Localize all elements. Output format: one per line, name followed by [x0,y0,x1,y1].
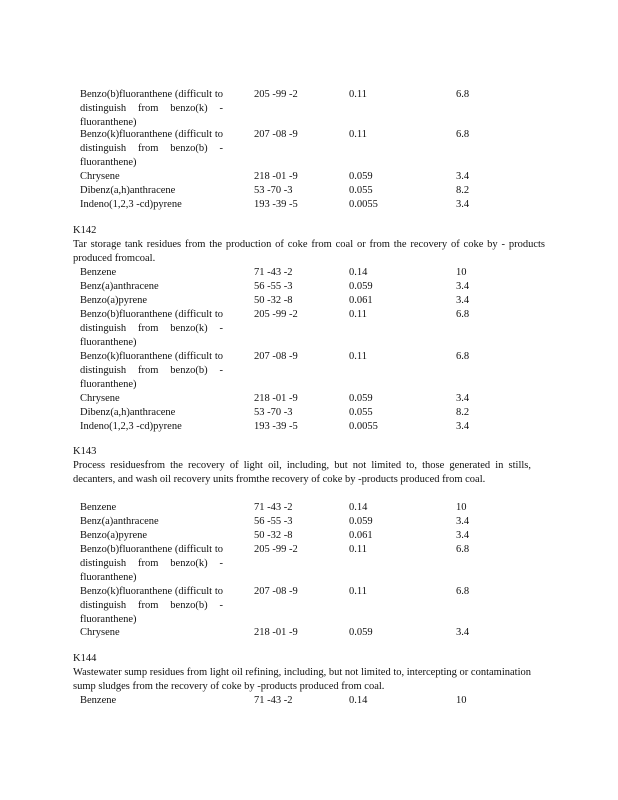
constituent-name: Chrysene [80,171,120,182]
nonwastewater-concentration: 3.4 [456,281,470,292]
wastewater-concentration: 0.055 [349,185,373,196]
cas-number: 50 -32 -8 [254,295,293,306]
wastewater-concentration: 0.14 [349,695,368,706]
wastewater-concentration: 0.055 [349,407,373,418]
nonwastewater-concentration: 6.8 [456,586,470,597]
nonwastewater-concentration: 10 [456,502,467,513]
wastewater-concentration: 0.059 [349,627,373,638]
nonwastewater-concentration: 3.4 [456,393,470,404]
nonwastewater-concentration: 3.4 [456,295,470,306]
nonwastewater-concentration: 3.4 [456,199,470,210]
wastewater-concentration: 0.0055 [349,199,378,210]
constituent-name: Benzo(k)fluoranthene (difficult to distinguish from benzo(b) - fluoranthene) [80,129,223,168]
constituent-name: Indeno(1,2,3 -cd)pyrene [80,199,182,210]
nonwastewater-concentration: 8.2 [456,185,470,196]
wastewater-concentration: 0.14 [349,502,368,513]
cas-number: 205 -99 -2 [254,89,298,100]
constituent-name: Dibenz(a,h)anthracene [80,185,176,196]
wastewater-concentration: 0.11 [349,544,367,555]
cas-number: 205 -99 -2 [254,544,298,555]
nonwastewater-concentration: 6.8 [456,129,470,140]
nonwastewater-concentration: 10 [456,267,467,278]
nonwastewater-concentration: 8.2 [456,407,470,418]
cas-number: 218 -01 -9 [254,393,298,404]
constituent-name: Benzo(a)pyrene [80,530,148,541]
nonwastewater-concentration: 3.4 [456,530,470,541]
constituent-name: Dibenz(a,h)anthracene [80,407,176,418]
cas-number: 205 -99 -2 [254,309,298,320]
waste-description: Process residuesfrom the recovery of light oil, including, but not limited to, those generated in stills, decanters, and wash oil recovery units fromthe recovery of coke by -products produced from coal. [73,460,531,485]
cas-number: 207 -08 -9 [254,586,298,597]
wastewater-concentration: 0.059 [349,171,373,182]
wastewater-concentration: 0.11 [349,129,367,140]
wastewater-concentration: 0.11 [349,586,367,597]
wastewater-concentration: 0.11 [349,89,367,100]
waste-code: K143 [73,446,97,457]
nonwastewater-concentration: 3.4 [456,421,470,432]
cas-number: 50 -32 -8 [254,530,293,541]
constituent-name: Chrysene [80,393,120,404]
constituent-name: Benzene [80,502,117,513]
constituent-name: Indeno(1,2,3 -cd)pyrene [80,421,182,432]
cas-number: 56 -55 -3 [254,281,293,292]
constituent-name: Benzene [80,695,117,706]
nonwastewater-concentration: 3.4 [456,516,470,527]
constituent-name: Benzo(b)fluoranthene (difficult to distinguish from benzo(k) - fluoranthene) [80,89,223,128]
cas-number: 56 -55 -3 [254,516,293,527]
constituent-name: Benzo(b)fluoranthene (difficult to distinguish from benzo(k) - fluoranthene) [80,544,223,583]
cas-number: 71 -43 -2 [254,267,293,278]
constituent-name: Benzo(k)fluoranthene (difficult to distinguish from benzo(b) - fluoranthene) [80,586,223,625]
waste-code: K142 [73,225,97,236]
wastewater-concentration: 0.14 [349,267,368,278]
nonwastewater-concentration: 3.4 [456,627,470,638]
cas-number: 193 -39 -5 [254,199,298,210]
constituent-name: Benzo(b)fluoranthene (difficult to distinguish from benzo(k) - fluoranthene) [80,309,223,348]
cas-number: 53 -70 -3 [254,407,293,418]
constituent-name: Chrysene [80,627,120,638]
nonwastewater-concentration: 10 [456,695,467,706]
cas-number: 207 -08 -9 [254,351,298,362]
wastewater-concentration: 0.061 [349,295,373,306]
cas-number: 71 -43 -2 [254,502,293,513]
waste-description: Wastewater sump residues from light oil refining, including, but not limited to, intercepting or contamination sump sludges from the recovery of coke by -products produced from coal. [73,667,531,692]
constituent-name: Benzene [80,267,117,278]
nonwastewater-concentration: 3.4 [456,171,470,182]
wastewater-concentration: 0.059 [349,281,373,292]
wastewater-concentration: 0.11 [349,309,367,320]
nonwastewater-concentration: 6.8 [456,89,470,100]
waste-description: Tar storage tank residues from the production of coke from coal or from the recovery of coke by - products produced fromcoal. [73,239,545,264]
waste-code: K144 [73,653,97,664]
wastewater-concentration: 0.0055 [349,421,378,432]
constituent-name: Benzo(a)pyrene [80,295,148,306]
cas-number: 53 -70 -3 [254,185,293,196]
nonwastewater-concentration: 6.8 [456,309,470,320]
cas-number: 218 -01 -9 [254,171,298,182]
wastewater-concentration: 0.11 [349,351,367,362]
wastewater-concentration: 0.059 [349,393,373,404]
constituent-name: Benz(a)anthracene [80,516,159,527]
nonwastewater-concentration: 6.8 [456,351,470,362]
wastewater-concentration: 0.061 [349,530,373,541]
cas-number: 218 -01 -9 [254,627,298,638]
cas-number: 207 -08 -9 [254,129,298,140]
cas-number: 193 -39 -5 [254,421,298,432]
constituent-name: Benz(a)anthracene [80,281,159,292]
constituent-name: Benzo(k)fluoranthene (difficult to distinguish from benzo(b) - fluoranthene) [80,351,223,390]
wastewater-concentration: 0.059 [349,516,373,527]
cas-number: 71 -43 -2 [254,695,293,706]
nonwastewater-concentration: 6.8 [456,544,470,555]
